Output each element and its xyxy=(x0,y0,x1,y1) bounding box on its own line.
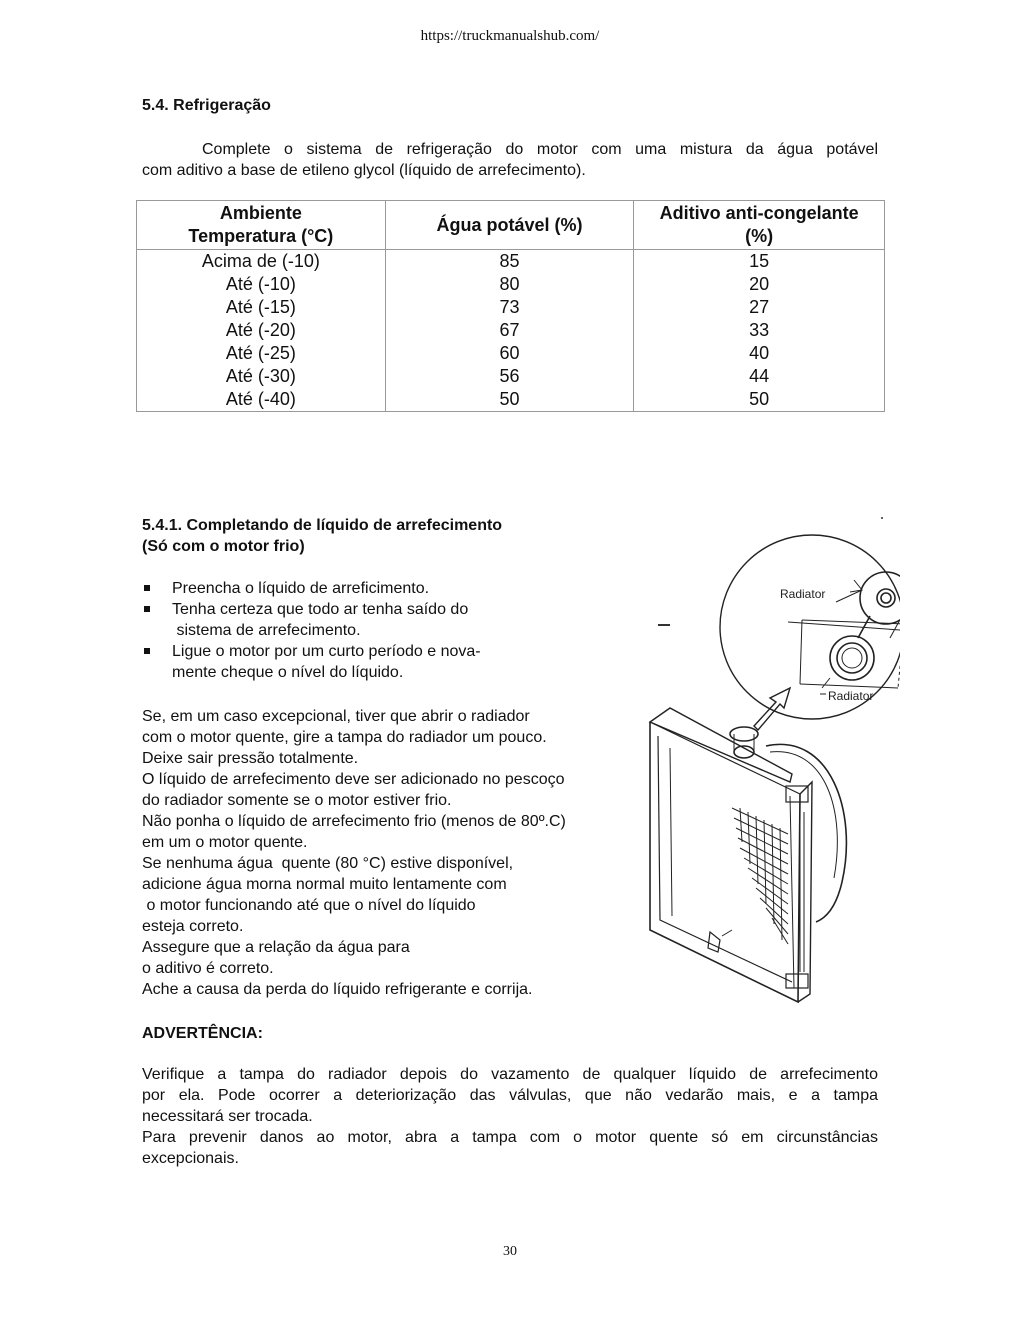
cell-additive-percent: 20 xyxy=(634,273,885,296)
list-item-text: mente cheque o nível do líquido. xyxy=(172,664,404,681)
procedure-line: o aditivo é correto. xyxy=(142,960,274,977)
warning-line: por ela. Pode ocorrer a deteriorização das válvulas, que não vedarão mais, e a tampa xyxy=(142,1087,878,1104)
intro-line-2: com aditivo a base de etileno glycol (líquido de arrefecimento). xyxy=(142,162,586,179)
coolant-mix-table xyxy=(136,200,885,412)
list-item-text: Tenha certeza que todo ar tenha saído do xyxy=(172,601,469,618)
table-row xyxy=(137,319,885,342)
table-row xyxy=(137,365,885,388)
warning-line: necessitará ser trocada. xyxy=(142,1108,313,1125)
col-header-line: (%) xyxy=(745,226,774,246)
col-header-additive xyxy=(634,201,885,250)
cell-additive-percent: 33 xyxy=(634,319,885,342)
bullet-square-icon xyxy=(144,606,150,612)
table-row xyxy=(137,342,885,365)
procedure-line: o motor funcionando até que o nível do líquido xyxy=(142,897,476,914)
page-number: 30 xyxy=(503,1244,517,1259)
procedure-line: Se, em um caso excepcional, tiver que abrir o radiador xyxy=(142,708,530,725)
source-url: https://truckmanualshub.com/ xyxy=(420,28,600,44)
procedure-line: O líquido de arrefecimento deve ser adicionado no pescoço xyxy=(142,771,565,788)
list-item-text: Ligue o motor por um curto período e nova- xyxy=(172,643,481,660)
cell-temperature: Até (-30) xyxy=(137,365,386,388)
procedure-line: Não ponha o líquido de arrefecimento frio (menos de 80º.C) xyxy=(142,813,566,830)
cell-additive-percent: 50 xyxy=(634,388,885,412)
warning-text xyxy=(142,1064,878,1169)
procedure-line: Ache a causa da perda do líquido refrigerante e corrija. xyxy=(142,981,533,998)
intro-line-1: Complete o sistema de refrigeração do motor com uma mistura da água potável xyxy=(202,141,878,158)
cell-water-percent: 80 xyxy=(385,273,634,296)
bullet-square-icon xyxy=(144,585,150,591)
list-item xyxy=(142,578,572,599)
cell-additive-percent: 15 xyxy=(634,250,885,274)
subsection-title-line-1: 5.4.1. Completando de líquido de arrefecimento xyxy=(142,517,503,534)
procedure-line: do radiador somente se o motor estiver frio. xyxy=(142,792,452,809)
cell-additive-percent: 40 xyxy=(634,342,885,365)
warning-line: Para prevenir danos ao motor, abra a tampa com o motor quente só em circunstâncias xyxy=(142,1129,878,1146)
cell-additive-percent: 44 xyxy=(634,365,885,388)
col-header-water xyxy=(385,201,634,250)
list-item-text: Preencha o líquido de arreficimento. xyxy=(172,580,430,597)
cell-additive-percent: 27 xyxy=(634,296,885,319)
table-row xyxy=(137,250,885,274)
cell-temperature: Até (-10) xyxy=(137,273,386,296)
procedure-line: com o motor quente, gire a tampa do radiador um pouco. xyxy=(142,729,547,746)
col-header-temperature xyxy=(137,201,386,250)
col-header-line: Ambiente xyxy=(219,203,302,223)
cell-water-percent: 73 xyxy=(385,296,634,319)
cell-temperature: Até (-40) xyxy=(137,388,386,412)
cell-water-percent: 67 xyxy=(385,319,634,342)
cell-temperature: Acima de (-10) xyxy=(137,250,386,274)
col-header-line: Aditivo anti-congelante xyxy=(659,203,859,223)
cell-temperature: Até (-25) xyxy=(137,342,386,365)
radiator-label-top: Radiator xyxy=(780,587,826,601)
cell-water-percent: 56 xyxy=(385,365,634,388)
cell-water-percent: 60 xyxy=(385,342,634,365)
procedure-text xyxy=(142,706,642,1000)
col-header-line: Temperatura (°C) xyxy=(188,226,334,246)
col-header-line: Água potável (%) xyxy=(436,214,583,235)
radiator-label-bottom: Radiator xyxy=(828,689,874,703)
table-row xyxy=(137,296,885,319)
cell-water-percent: 50 xyxy=(385,388,634,412)
procedure-line: Assegure que a relação da água para xyxy=(142,939,410,956)
procedure-line: Deixe sair pressão totalmente. xyxy=(142,750,359,767)
list-item-text: sistema de arrefecimento. xyxy=(172,622,361,639)
table-header-row xyxy=(137,201,885,250)
cell-temperature: Até (-20) xyxy=(137,319,386,342)
warning-line: excepcionais. xyxy=(142,1150,239,1167)
cell-temperature: Até (-15) xyxy=(137,296,386,319)
warning-line: Verifique a tampa do radiador depois do vazamento de qualquer líquido de arrefecimento xyxy=(142,1066,878,1083)
procedure-line: Se nenhuma água quente (80 °C) estive disponível, xyxy=(142,855,514,872)
list-item xyxy=(142,599,572,641)
instruction-list xyxy=(142,578,572,683)
subsection-title xyxy=(142,515,502,557)
list-item xyxy=(142,641,572,683)
bullet-square-icon xyxy=(144,648,150,654)
procedure-line: adicione água morna normal muito lentamente com xyxy=(142,876,507,893)
cell-water-percent: 85 xyxy=(385,250,634,274)
intro-paragraph xyxy=(142,139,878,181)
radiator-illustration xyxy=(640,512,900,1012)
section-title: 5.4. Refrigeração xyxy=(142,97,271,114)
radiator-drawing xyxy=(640,512,900,1012)
table-row xyxy=(137,273,885,296)
procedure-line: esteja correto. xyxy=(142,918,244,935)
subsection-title-line-2: (Só com o motor frio) xyxy=(142,538,305,555)
procedure-line: em um o motor quente. xyxy=(142,834,308,851)
table-row xyxy=(137,388,885,412)
warning-title: ADVERTÊNCIA: xyxy=(142,1025,263,1042)
